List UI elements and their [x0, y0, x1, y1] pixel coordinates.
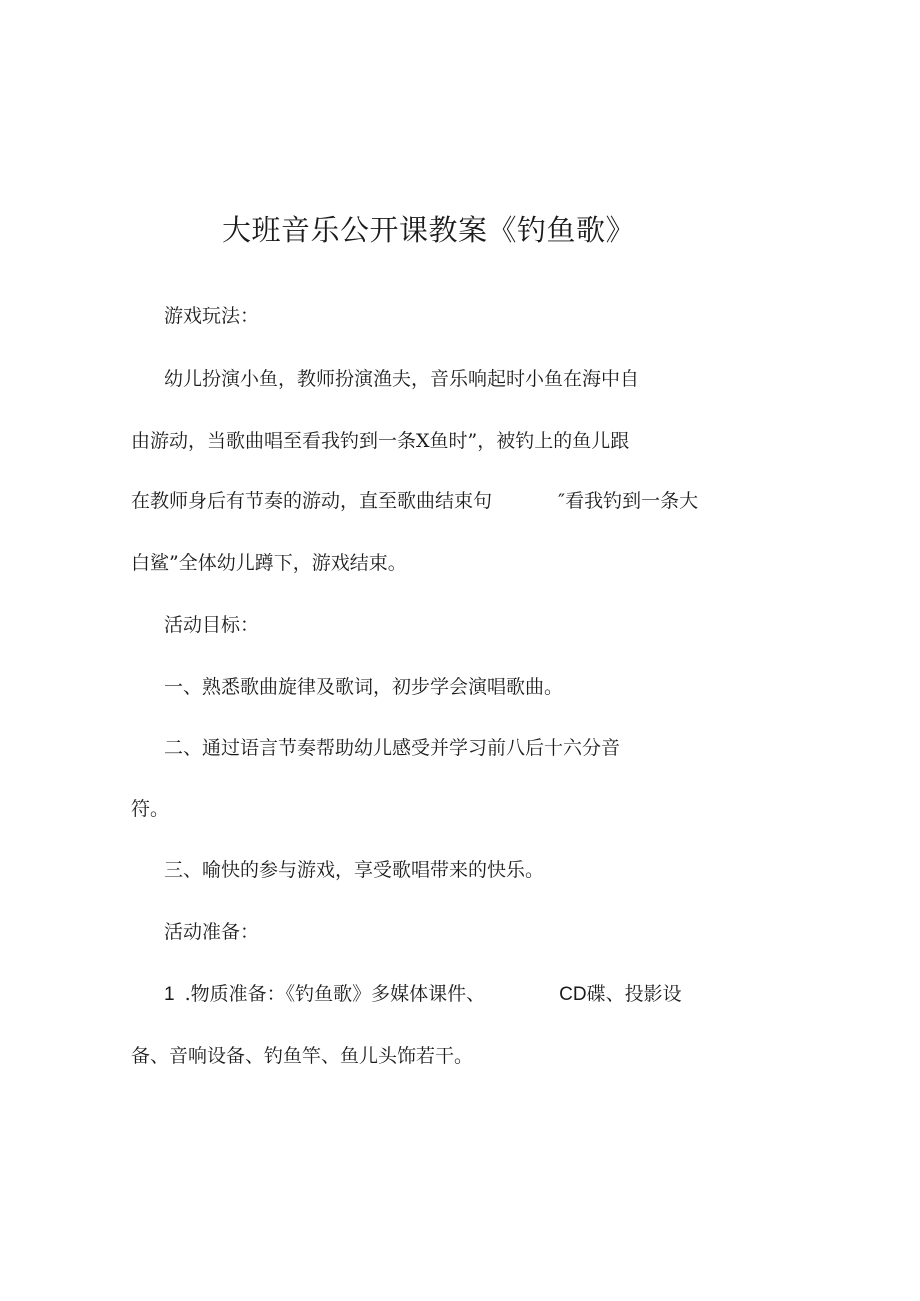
game-rules-line-3	[131, 492, 698, 511]
goal-2-line-1: 二、通过语言节奏帮助幼儿感受并学习前八后十六分音	[164, 737, 621, 759]
document-title: 大班音乐公开课教案《钓鱼歌》	[222, 213, 636, 247]
prep-item-1-line-1	[164, 985, 682, 1004]
game-rules-heading: 游戏玩法：	[164, 305, 260, 327]
game-rules-line-3-part-a: 在教师身后有节奏的游动，直至歌曲结束句	[131, 490, 493, 512]
game-rules-line-2: 由游动，当歌曲唱至看我钓到一条X鱼时”，被钓上的鱼儿跟	[131, 430, 630, 452]
prep-item-1-number: 1	[164, 984, 175, 1005]
prep-item-1-text-b: CD碟、投影设	[559, 984, 682, 1005]
goal-2-line-2: 符。	[131, 798, 170, 820]
goal-3: 三、喻快的参与游戏，享受歌唱带来的快乐。	[164, 859, 545, 881]
game-rules-line-1: 幼儿扮演小鱼，教师扮演渔夫，音乐响起时小鱼在海中自	[164, 368, 640, 390]
game-rules-line-4: 白鲨”全体幼儿蹲下，游戏结束。	[131, 552, 407, 574]
prep-item-1-line-2: 备、音响设备、钓鱼竿、鱼儿头饰若干。	[131, 1045, 474, 1067]
goals-heading: 活动目标：	[164, 614, 260, 636]
goal-1: 一、熟悉歌曲旋律及歌词，初步学会演唱歌曲。	[164, 676, 564, 698]
prep-heading: 活动准备：	[164, 921, 260, 943]
game-rules-line-3-part-b: ″看我钓到一条大	[558, 490, 699, 512]
prep-item-1-text-a: .物质准备：《钓鱼歌》多媒体课件、	[184, 983, 486, 1005]
